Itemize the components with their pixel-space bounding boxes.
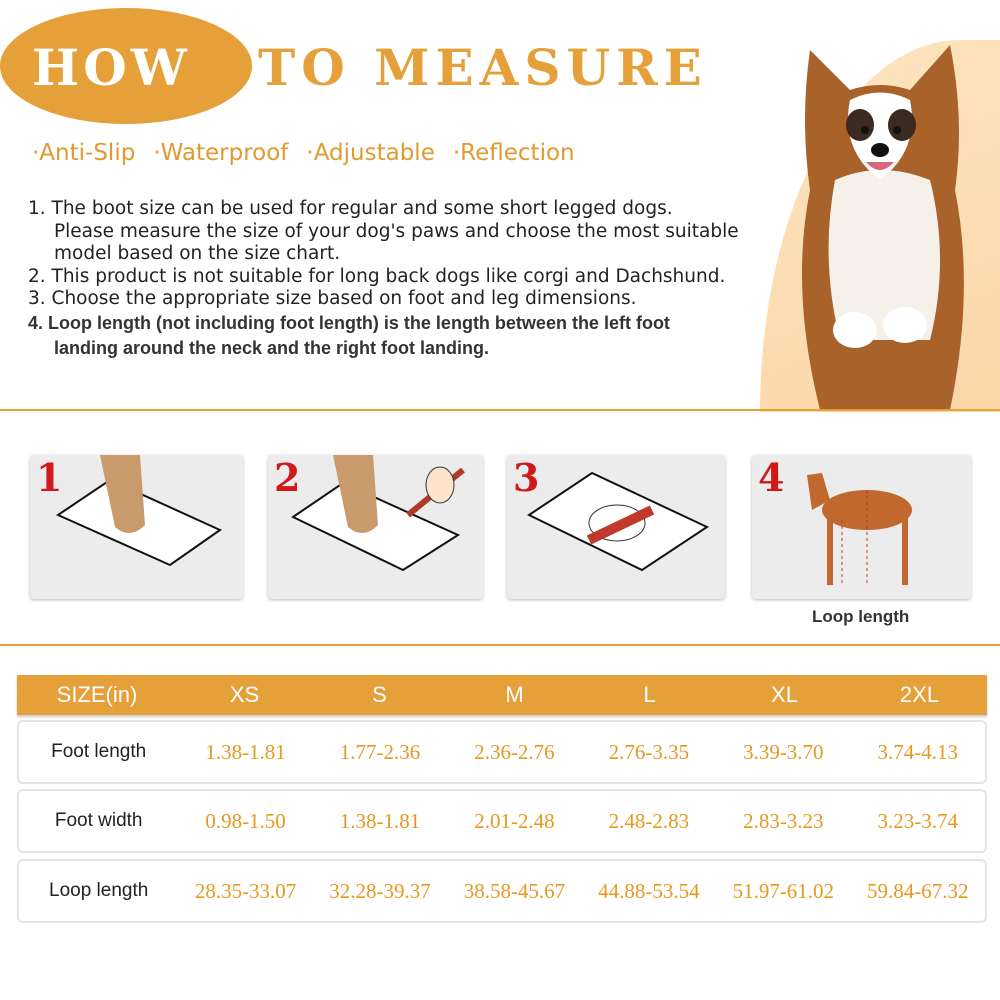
cell: 0.98-1.50 bbox=[205, 808, 286, 833]
row-label: Foot width bbox=[54, 810, 143, 831]
feature: ·Adjustable bbox=[306, 140, 435, 166]
step-4-panel bbox=[752, 455, 971, 599]
instructions bbox=[28, 198, 808, 361]
cell: 38.58-45.67 bbox=[463, 878, 566, 903]
table-row bbox=[17, 859, 987, 923]
feature: ·Anti-Slip bbox=[32, 140, 136, 166]
instruction: 3. Choose the appropriate size based on foot and leg dimensions. bbox=[28, 288, 637, 309]
row-label: Loop length bbox=[49, 880, 149, 901]
title-how: HOW bbox=[32, 38, 191, 97]
header-cell: SIZE(in) bbox=[56, 682, 138, 707]
header-cell: XS bbox=[229, 682, 260, 707]
step-number: 3 bbox=[513, 455, 540, 500]
header-cell: M bbox=[505, 682, 524, 707]
cell: 51.97-61.02 bbox=[732, 878, 835, 903]
cell: 3.23-3.74 bbox=[877, 808, 958, 833]
instruction: 1. The boot size can be used for regular and some short legged dogs. bbox=[28, 198, 673, 219]
table-row bbox=[17, 720, 987, 784]
cell: 1.77-2.36 bbox=[339, 739, 421, 764]
cell: 2.83-3.23 bbox=[743, 808, 824, 833]
cell: 2.36-2.76 bbox=[474, 739, 555, 764]
step-number: 1 bbox=[36, 455, 63, 500]
cell: 1.38-1.81 bbox=[339, 808, 421, 833]
feature: ·Waterproof bbox=[153, 140, 289, 166]
cell: 2.76-3.35 bbox=[608, 739, 690, 764]
step-1-panel bbox=[30, 455, 243, 599]
instruction: model based on the size chart. bbox=[54, 243, 341, 264]
cell: 28.35-33.07 bbox=[194, 878, 297, 903]
header-cell: L bbox=[643, 682, 656, 707]
feature: ·Reflection bbox=[452, 140, 575, 166]
loop-length-caption: Loop length bbox=[812, 607, 910, 626]
instruction: Please measure the size of your dog's paws and choose the most suitable bbox=[54, 220, 739, 242]
step-number: 2 bbox=[274, 455, 301, 500]
divider bbox=[0, 644, 1000, 646]
header-cell: XL bbox=[771, 682, 798, 707]
feature-list bbox=[32, 140, 575, 166]
table-row bbox=[17, 789, 987, 853]
cell: 2.01-2.48 bbox=[474, 808, 555, 833]
step-number: 4 bbox=[758, 455, 785, 500]
cell: 2.48-2.83 bbox=[608, 808, 690, 833]
cell: 44.88-53.54 bbox=[598, 878, 700, 903]
row-label: Foot length bbox=[51, 741, 147, 762]
cell: 3.39-3.70 bbox=[743, 739, 824, 764]
cell: 3.74-4.13 bbox=[877, 739, 958, 764]
step-3-panel bbox=[507, 455, 725, 599]
instruction: landing around the neck and the right foot landing. bbox=[54, 337, 489, 358]
cell: 1.38-1.81 bbox=[205, 739, 286, 764]
instruction: 4. Loop length (not including foot length) is the length between the left foot bbox=[28, 312, 670, 333]
size-table-header bbox=[17, 675, 987, 715]
header-cell: S bbox=[372, 682, 387, 707]
header-cell: 2XL bbox=[899, 682, 940, 707]
step-2-panel bbox=[268, 455, 483, 599]
instruction: 2. This product is not suitable for long back dogs like corgi and Dachshund. bbox=[28, 265, 726, 287]
title-to-measure: TO MEASURE bbox=[258, 38, 708, 97]
dog-photo bbox=[780, 40, 980, 410]
cell: 59.84-67.32 bbox=[867, 878, 969, 903]
cell: 32.28-39.37 bbox=[329, 878, 431, 903]
divider bbox=[0, 409, 1000, 411]
